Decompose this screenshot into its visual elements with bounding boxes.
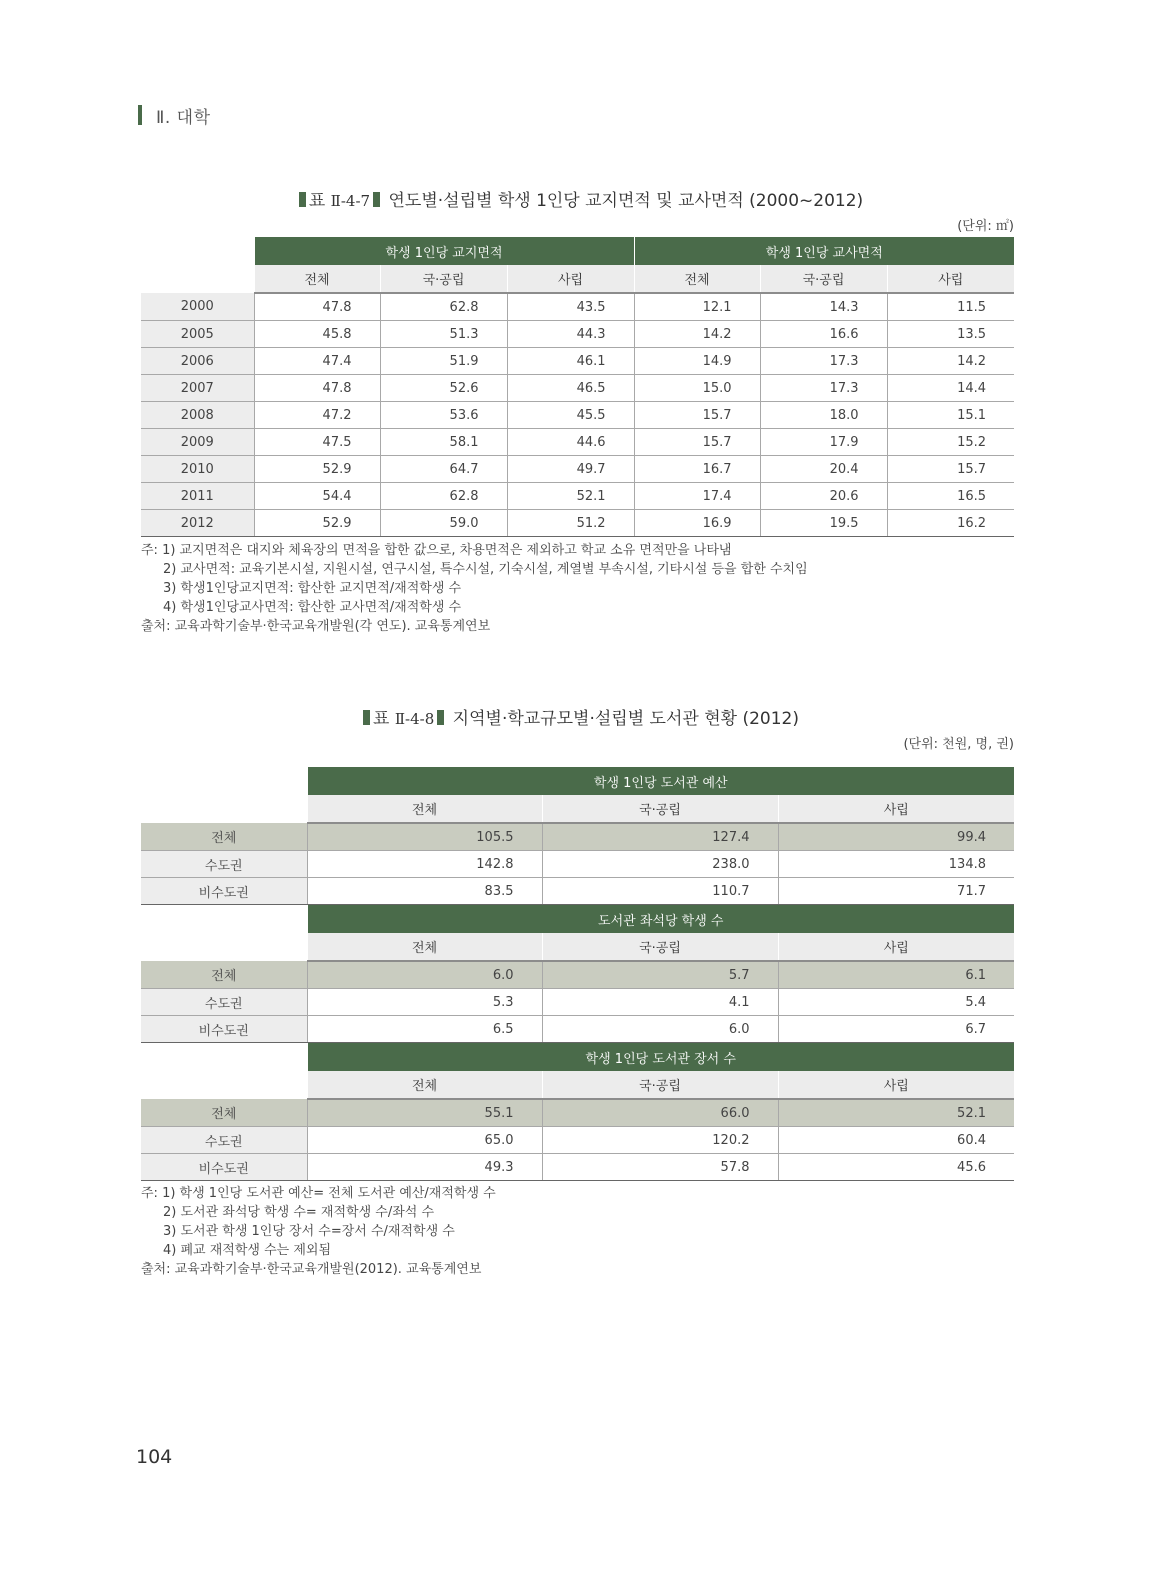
data-cell: 47.8 <box>254 293 380 321</box>
table-row <box>141 456 1014 483</box>
data-cell: 60.4 <box>778 1127 1014 1154</box>
subheader-corner <box>141 1071 307 1099</box>
data-cell: 17.4 <box>634 483 760 510</box>
data-cell: 59.0 <box>380 510 507 537</box>
table-row <box>141 510 1014 537</box>
data-cell: 58.1 <box>380 429 507 456</box>
data-cell: 5.4 <box>778 989 1014 1016</box>
data-cell: 45.5 <box>507 402 634 429</box>
note-line: 4) 폐교 재적학생 수는 제외됨 <box>163 1243 332 1258</box>
data-cell: 57.8 <box>542 1154 778 1181</box>
data-cell: 47.5 <box>254 429 380 456</box>
table1-group-header: 학생 1인당 교지면적 <box>254 237 634 265</box>
row-label: 2012 <box>141 510 254 537</box>
table1-subheader: 국·공립 <box>380 265 507 293</box>
data-cell: 14.4 <box>887 375 1014 402</box>
note-line: 4) 학생1인당교사면적: 합산한 교사면적/재적학생 수 <box>163 600 462 615</box>
data-cell: 6.0 <box>307 961 542 989</box>
caption-number: Ⅱ-4-7 <box>330 192 371 210</box>
row-label: 2006 <box>141 348 254 375</box>
table2-subheader: 전체 <box>307 1071 542 1099</box>
section-title: 학생 1인당 도서관 예산 <box>307 767 1014 795</box>
data-cell: 4.1 <box>542 989 778 1016</box>
data-cell: 64.7 <box>380 456 507 483</box>
data-cell: 15.7 <box>887 456 1014 483</box>
section-corner <box>141 905 307 934</box>
data-cell: 134.8 <box>778 851 1014 878</box>
data-cell: 44.3 <box>507 321 634 348</box>
data-cell: 43.5 <box>507 293 634 321</box>
table2-subheader: 국·공립 <box>542 795 778 823</box>
data-cell: 11.5 <box>887 293 1014 321</box>
row-label: 2007 <box>141 375 254 402</box>
caption-prefix: 표 <box>373 709 390 729</box>
data-cell: 14.2 <box>887 348 1014 375</box>
data-cell: 54.4 <box>254 483 380 510</box>
data-cell: 52.1 <box>507 483 634 510</box>
row-label: 수도권 <box>141 989 307 1016</box>
data-cell: 17.3 <box>760 348 887 375</box>
table2-caption <box>0 704 1159 729</box>
table-row <box>141 851 1014 878</box>
table1-corner <box>141 237 254 293</box>
data-cell: 52.9 <box>254 510 380 537</box>
subheader-row <box>141 933 1014 961</box>
table-row <box>141 1016 1014 1043</box>
data-cell: 51.2 <box>507 510 634 537</box>
data-cell: 16.2 <box>887 510 1014 537</box>
caption-marker <box>299 192 306 207</box>
row-label: 비수도권 <box>141 1154 307 1181</box>
data-cell: 14.3 <box>760 293 887 321</box>
section-header-row <box>141 1043 1014 1072</box>
data-cell: 12.1 <box>634 293 760 321</box>
row-label: 수도권 <box>141 1127 307 1154</box>
row-label: 비수도권 <box>141 878 307 905</box>
section-title: 도서관 좌석당 학생 수 <box>307 905 1014 934</box>
table1-subheader: 사립 <box>887 265 1014 293</box>
data-cell: 62.8 <box>380 293 507 321</box>
table-row <box>141 1127 1014 1154</box>
data-cell: 105.5 <box>307 823 542 851</box>
data-cell: 14.2 <box>634 321 760 348</box>
data-cell: 13.5 <box>887 321 1014 348</box>
row-label: 2009 <box>141 429 254 456</box>
section-header-row <box>141 767 1014 795</box>
note-line: 2) 교사면적: 교육기본시설, 지원시설, 연구시설, 특수시설, 기숙시설, 계열별 부속시설, 기타시설 등을 합한 수치임 <box>163 562 808 577</box>
data-cell: 142.8 <box>307 851 542 878</box>
row-label: 2010 <box>141 456 254 483</box>
data-cell: 47.8 <box>254 375 380 402</box>
data-cell: 17.9 <box>760 429 887 456</box>
data-cell: 6.7 <box>778 1016 1014 1043</box>
row-label: 2005 <box>141 321 254 348</box>
data-cell: 52.6 <box>380 375 507 402</box>
table-row <box>141 348 1014 375</box>
row-label: 2000 <box>141 293 254 321</box>
note-line: 3) 학생1인당교지면적: 합산한 교지면적/재적학생 수 <box>163 581 462 596</box>
note-line: 2) 도서관 좌석당 학생 수= 재적학생 수/좌석 수 <box>163 1205 435 1220</box>
table1-group-header: 학생 1인당 교사면적 <box>634 237 1014 265</box>
data-cell: 49.7 <box>507 456 634 483</box>
data-cell: 120.2 <box>542 1127 778 1154</box>
table2-subheader: 사립 <box>778 1071 1014 1099</box>
caption-prefix: 표 <box>308 191 326 211</box>
table-row <box>141 823 1014 851</box>
table-row <box>141 989 1014 1016</box>
data-cell: 83.5 <box>307 878 542 905</box>
data-cell: 16.9 <box>634 510 760 537</box>
table2-subheader: 사립 <box>778 795 1014 823</box>
data-cell: 6.5 <box>307 1016 542 1043</box>
table-row <box>141 1154 1014 1181</box>
table1-subheader: 사립 <box>507 265 634 293</box>
subheader-corner <box>141 795 307 823</box>
data-cell: 53.6 <box>380 402 507 429</box>
note-line: 3) 도서관 학생 1인당 장서 수=장서 수/재적학생 수 <box>163 1224 455 1239</box>
row-label: 전체 <box>141 961 307 989</box>
data-cell: 16.7 <box>634 456 760 483</box>
table2-notes <box>141 1184 496 1279</box>
note-line: 주: 1) 학생 1인당 도서관 예산= 전체 도서관 예산/재적학생 수 <box>141 1186 496 1201</box>
table-row <box>141 293 1014 321</box>
data-cell: 66.0 <box>542 1099 778 1127</box>
data-cell: 52.9 <box>254 456 380 483</box>
data-cell: 15.0 <box>634 375 760 402</box>
chapter-header <box>138 104 211 126</box>
data-cell: 45.8 <box>254 321 380 348</box>
table2 <box>141 767 1014 1181</box>
table1-subheader: 전체 <box>634 265 760 293</box>
table1-caption <box>0 186 1159 211</box>
data-cell: 16.5 <box>887 483 1014 510</box>
table-row <box>141 483 1014 510</box>
table-row <box>141 402 1014 429</box>
table2-unit: (단위: 천원, 명, 권) <box>903 737 1014 752</box>
row-label: 전체 <box>141 1099 307 1127</box>
data-cell: 62.8 <box>380 483 507 510</box>
data-cell: 238.0 <box>542 851 778 878</box>
table2-subheader: 국·공립 <box>542 933 778 961</box>
data-cell: 20.6 <box>760 483 887 510</box>
section-corner <box>141 1043 307 1072</box>
data-cell: 18.0 <box>760 402 887 429</box>
table1-unit: (단위: ㎡) <box>957 219 1014 234</box>
data-cell: 51.9 <box>380 348 507 375</box>
table-row <box>141 878 1014 905</box>
source-line: 출처: 교육과학기술부·한국교육개발원(2012). 교육통계연보 <box>141 1262 482 1277</box>
data-cell: 52.1 <box>778 1099 1014 1127</box>
data-cell: 44.6 <box>507 429 634 456</box>
table-row <box>141 1099 1014 1127</box>
data-cell: 71.7 <box>778 878 1014 905</box>
data-cell: 5.3 <box>307 989 542 1016</box>
data-cell: 6.0 <box>542 1016 778 1043</box>
subheader-row <box>141 1071 1014 1099</box>
data-cell: 5.7 <box>542 961 778 989</box>
table2-subheader: 전체 <box>307 795 542 823</box>
data-cell: 20.4 <box>760 456 887 483</box>
data-cell: 6.1 <box>778 961 1014 989</box>
table1-subheader: 전체 <box>254 265 380 293</box>
data-cell: 51.3 <box>380 321 507 348</box>
data-cell: 49.3 <box>307 1154 542 1181</box>
table-row <box>141 321 1014 348</box>
table2-subheader: 전체 <box>307 933 542 961</box>
table-row <box>141 429 1014 456</box>
data-cell: 99.4 <box>778 823 1014 851</box>
data-cell: 46.1 <box>507 348 634 375</box>
data-cell: 47.2 <box>254 402 380 429</box>
chapter-marker <box>138 105 142 125</box>
page-number: 104 <box>136 1446 173 1468</box>
subheader-row <box>141 795 1014 823</box>
data-cell: 45.6 <box>778 1154 1014 1181</box>
data-cell: 55.1 <box>307 1099 542 1127</box>
data-cell: 14.9 <box>634 348 760 375</box>
caption-title: 지역별·학교규모별·설립별 도서관 현황 (2012) <box>452 709 799 729</box>
table1 <box>141 237 1014 537</box>
table2-subheader: 사립 <box>778 933 1014 961</box>
data-cell: 65.0 <box>307 1127 542 1154</box>
chapter-title: Ⅱ. 대학 <box>156 107 211 128</box>
table1-subheader: 국·공립 <box>760 265 887 293</box>
row-label: 비수도권 <box>141 1016 307 1043</box>
caption-title: 연도별·설립별 학생 1인당 교지면적 및 교사면적 (2000~2012) <box>388 191 864 211</box>
caption-marker <box>437 710 444 725</box>
table1-notes <box>141 541 808 636</box>
row-label: 전체 <box>141 823 307 851</box>
data-cell: 16.6 <box>760 321 887 348</box>
data-cell: 15.2 <box>887 429 1014 456</box>
data-cell: 15.7 <box>634 429 760 456</box>
section-header-row <box>141 905 1014 934</box>
table2-subheader: 국·공립 <box>542 1071 778 1099</box>
section-corner <box>141 767 307 795</box>
data-cell: 19.5 <box>760 510 887 537</box>
data-cell: 15.1 <box>887 402 1014 429</box>
data-cell: 47.4 <box>254 348 380 375</box>
row-label: 2008 <box>141 402 254 429</box>
source-line: 출처: 교육과학기술부·한국교육개발원(각 연도). 교육통계연보 <box>141 619 491 634</box>
data-cell: 46.5 <box>507 375 634 402</box>
table-row <box>141 375 1014 402</box>
section-title: 학생 1인당 도서관 장서 수 <box>307 1043 1014 1072</box>
row-label: 수도권 <box>141 851 307 878</box>
table-row <box>141 961 1014 989</box>
subheader-corner <box>141 933 307 961</box>
data-cell: 110.7 <box>542 878 778 905</box>
caption-marker <box>363 710 370 725</box>
caption-number: Ⅱ-4-8 <box>394 710 435 728</box>
data-cell: 127.4 <box>542 823 778 851</box>
note-line: 주: 1) 교지면적은 대지와 체육장의 면적을 합한 값으로, 차용면적은 제외하고 학교 소유 면적만을 나타냄 <box>141 543 732 558</box>
data-cell: 15.7 <box>634 402 760 429</box>
row-label: 2011 <box>141 483 254 510</box>
data-cell: 17.3 <box>760 375 887 402</box>
caption-marker <box>373 192 380 207</box>
